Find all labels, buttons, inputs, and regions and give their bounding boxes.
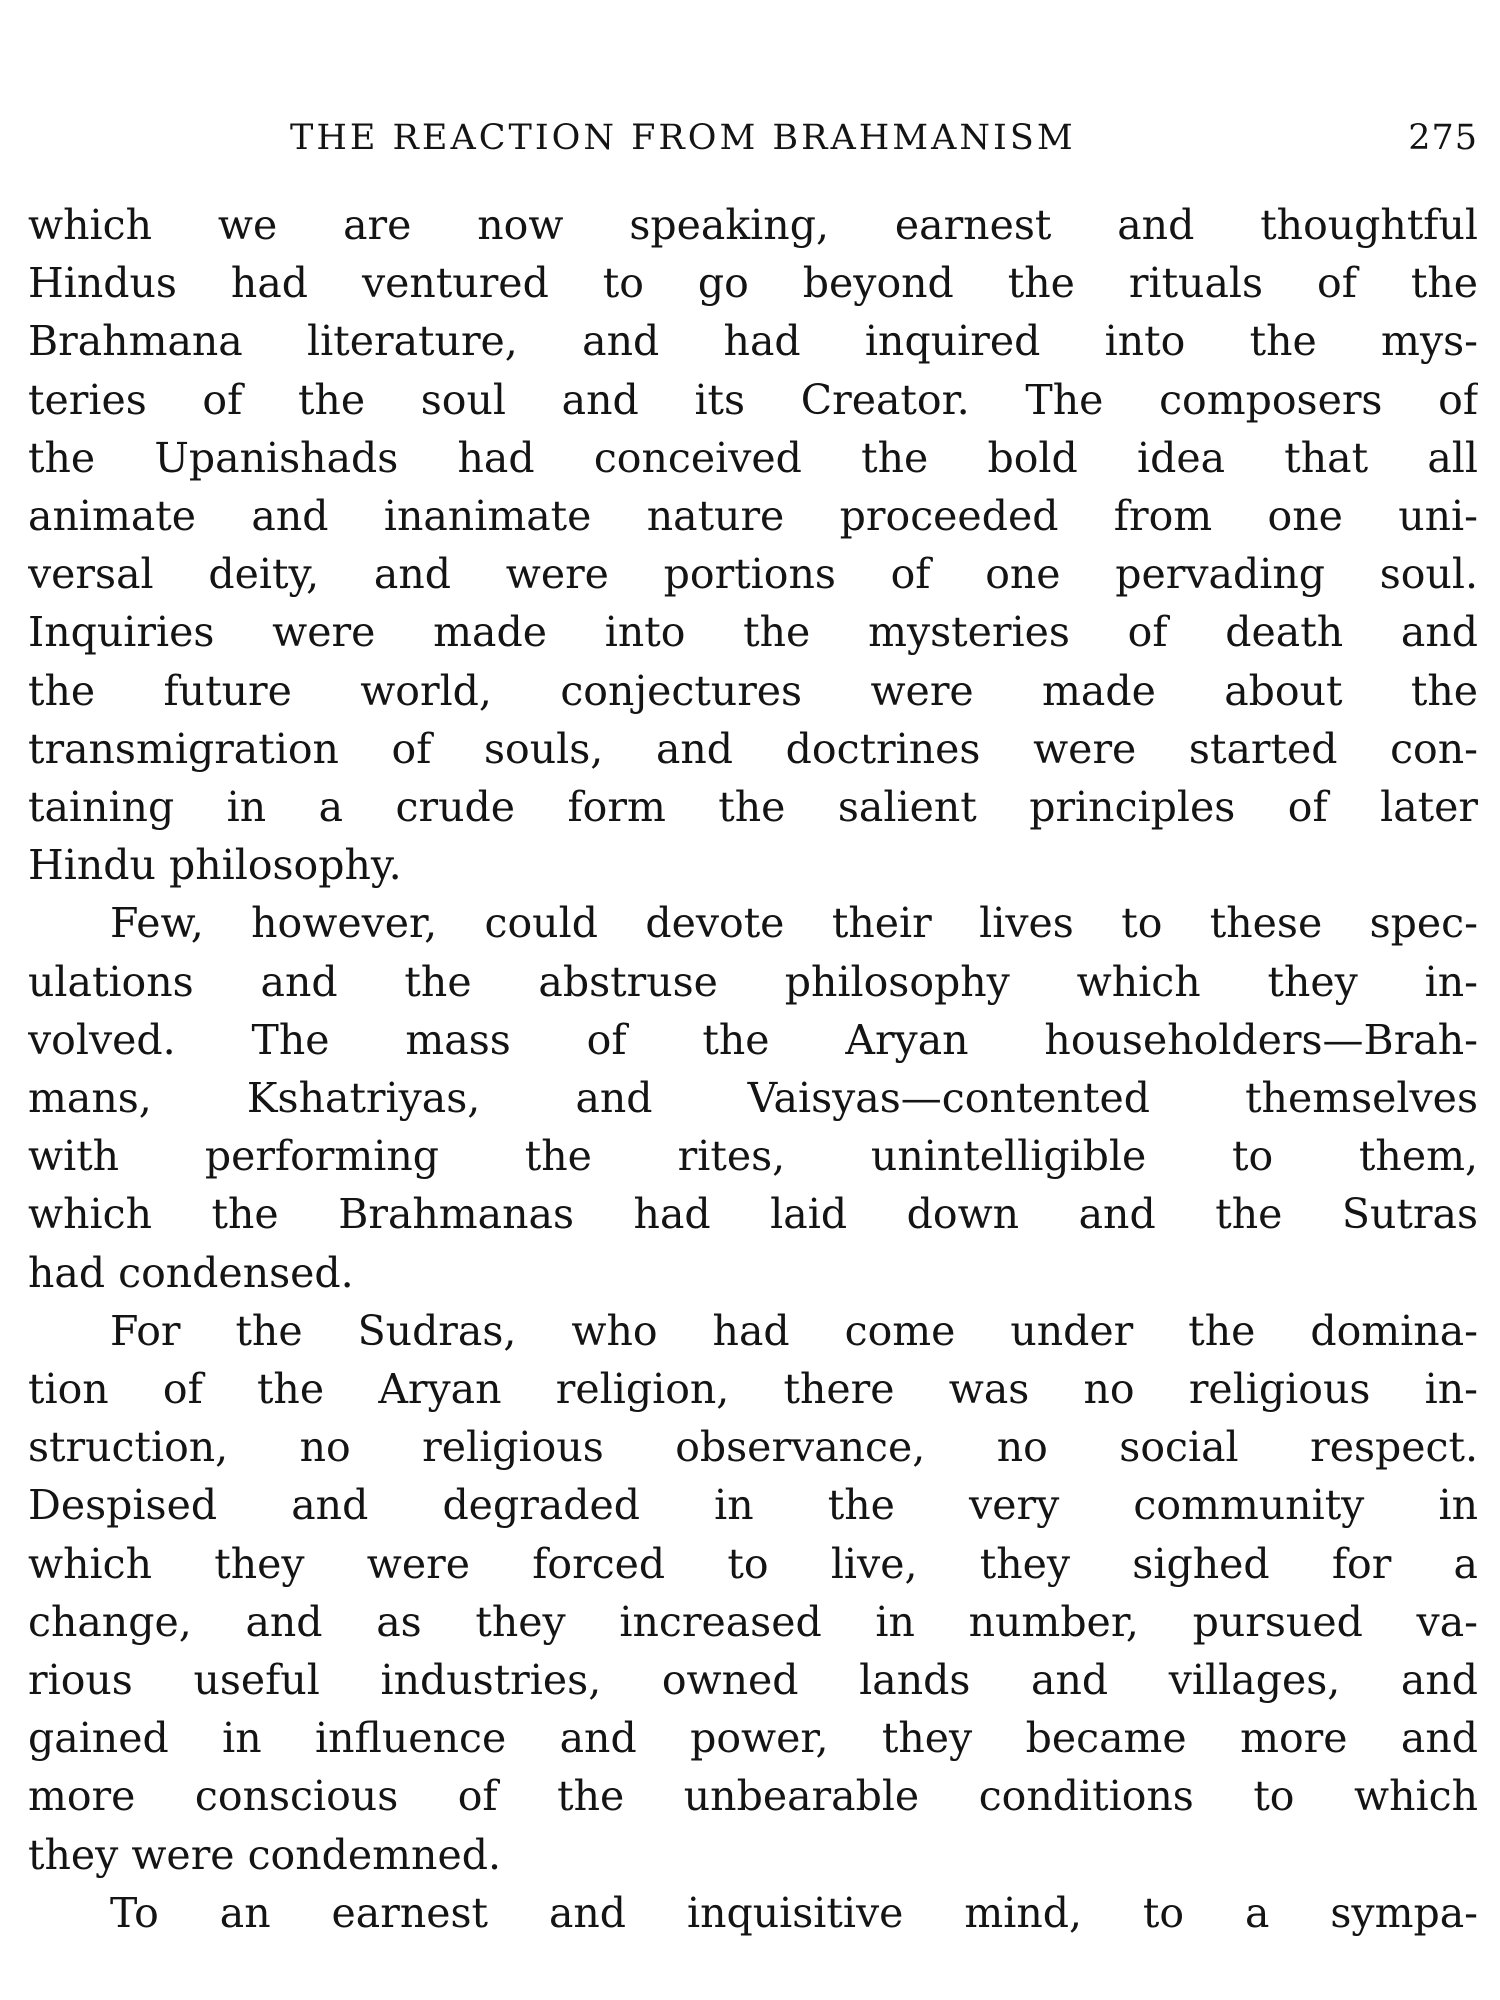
text-line: gained in influence and power, they became more and xyxy=(28,1714,1478,1763)
paragraph-4 xyxy=(28,1884,1478,1942)
chapter-title: THE REACTION FROM BRAHMANISM xyxy=(290,118,1076,158)
text-line: Hindu philosophy. xyxy=(28,841,402,890)
text-line: mans, Kshatriyas, and Vaisyas—contented themselves xyxy=(28,1074,1478,1123)
text-line: with performing the rites, unintelligible to them, xyxy=(28,1132,1478,1181)
text-line: taining in a crude form the salient principles of later xyxy=(28,783,1478,832)
running-head xyxy=(28,118,1478,168)
text-line: For the Sudras, who had come under the domina- xyxy=(110,1306,1478,1355)
text-line: teries of the soul and its Creator. The composers of xyxy=(28,375,1478,424)
text-line: the Upanishads had conceived the bold idea that all xyxy=(28,433,1478,482)
text-line: had condensed. xyxy=(28,1248,354,1297)
text-line: struction, no religious observance, no social respect. xyxy=(28,1423,1478,1472)
text-line: which the Brahmanas had laid down and the Sutras xyxy=(28,1190,1478,1239)
text-line: the future world, conjectures were made about the xyxy=(28,666,1478,715)
text-line: ulations and the abstruse philosophy which they in- xyxy=(28,957,1478,1006)
text-line: versal deity, and were portions of one pervading soul. xyxy=(28,550,1478,599)
text-line: change, and as they increased in number, pursued va- xyxy=(28,1597,1478,1646)
text-line: rious useful industries, owned lands and villages, and xyxy=(28,1656,1478,1705)
text-line: which they were forced to live, they sighed for a xyxy=(28,1539,1478,1588)
text-line: Despised and degraded in the very community in xyxy=(28,1481,1478,1530)
page-number: 275 xyxy=(1408,118,1478,158)
text-line: Inquiries were made into the mysteries of death and xyxy=(28,608,1478,657)
text-line: Hindus had ventured to go beyond the rituals of the xyxy=(28,259,1478,308)
text-line: they were condemned. xyxy=(28,1830,501,1879)
text-line: more conscious of the unbearable conditions to which xyxy=(28,1772,1478,1821)
text-line: volved. The mass of the Aryan householders—Brah- xyxy=(28,1015,1478,1064)
text-line: To an earnest and inquisitive mind, to a sympa- xyxy=(110,1888,1478,1937)
text-line: animate and inanimate nature proceeded from one uni- xyxy=(28,492,1478,541)
paragraph-2 xyxy=(28,894,1478,1301)
text-line: Few, however, could devote their lives to these spec- xyxy=(110,899,1478,948)
paragraph-1 xyxy=(28,196,1478,894)
text-line: transmigration of souls, and doctrines were started con- xyxy=(28,724,1478,773)
text-line: tion of the Aryan religion, there was no religious in- xyxy=(28,1365,1478,1414)
paragraph-3 xyxy=(28,1302,1478,1884)
body-text xyxy=(28,196,1478,1942)
text-line: Brahmana literature, and had inquired into the mys- xyxy=(28,317,1478,366)
text-line: which we are now speaking, earnest and thoughtful xyxy=(28,201,1478,249)
